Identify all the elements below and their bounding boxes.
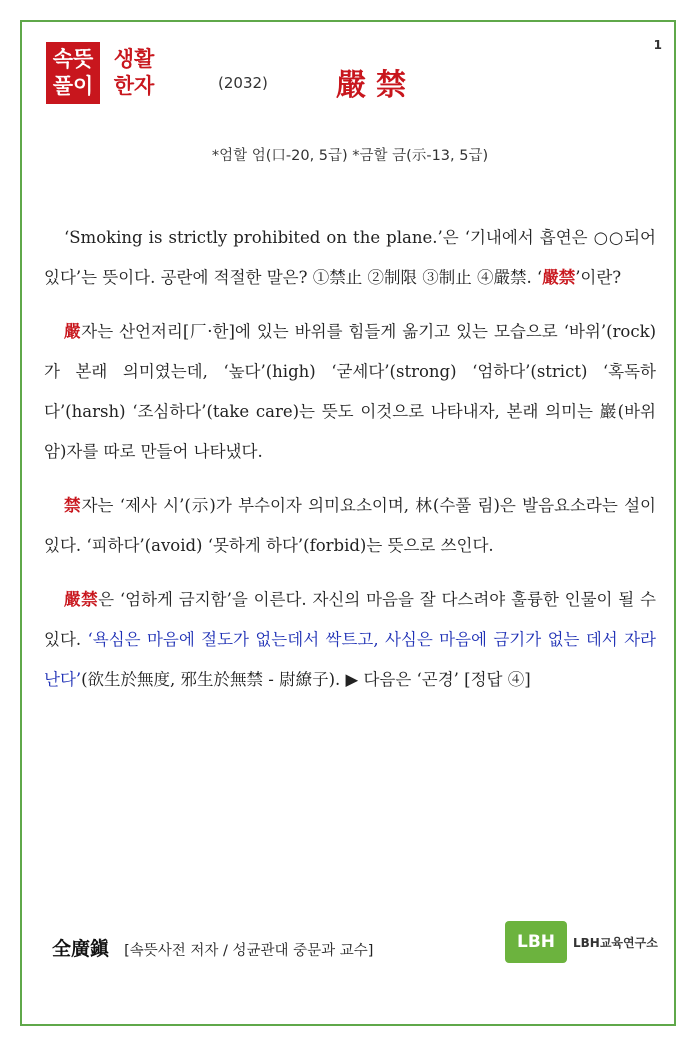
p2-highlight: 嚴: [64, 322, 82, 341]
logo: [46, 42, 168, 104]
page-title: 嚴禁: [336, 68, 416, 103]
p1-highlight: 嚴禁: [542, 268, 576, 287]
entry-number: (2032): [218, 74, 268, 92]
article-body: [44, 218, 656, 714]
author-line: [52, 934, 373, 961]
logo-text-block: [100, 42, 168, 104]
p4-text: 은 ‘엄하게 금지함’을 이른다. 자신의 마음을 잘 다스려야 훌륭한 인물이 될 수 있다.: [44, 590, 656, 649]
paragraph-4: [44, 580, 656, 700]
lbh-logo-icon: LBH: [505, 921, 567, 963]
logo-line4: 한자: [113, 74, 155, 98]
logo-red-block: [46, 42, 100, 104]
brand-logo: [505, 920, 658, 964]
paragraph-1: [44, 218, 656, 298]
author-role: [속뜻사전 저자 / 성균관대 중문과 교수]: [124, 943, 374, 959]
p3-text: 자는 ‘제사 시’(示)가 부수이자 의미요소이며, 林(수풀 림)은 발음요소라는 설이 있다. ‘피하다’(avoid) ‘못하게 하다’(forbid)는 뜻으로 쓰인다.: [44, 496, 656, 555]
logo-line1: 속뜻: [52, 47, 94, 71]
p4-highlight: 嚴禁: [64, 590, 99, 609]
p1-end: ’이란?: [575, 268, 622, 287]
paragraph-2: [44, 312, 656, 472]
author-name: 全廣鎭: [52, 938, 110, 960]
p3-highlight: 禁: [64, 496, 82, 515]
paragraph-3: [44, 486, 656, 566]
p2-text: 자는 산언저리[厂·한]에 있는 바위를 힘들게 옮기고 있는 모습으로 ‘바위’(rock)가 본래 의미였는데, ‘높다’(high) ‘굳세다’(strong) ‘엄하다’(strict) ‘혹독하다’(harsh) ‘조심하다’(take care)는 뜻도 이것으로 나타내자, 본래 의미는 巖(바위 암)자를 따로 만들어 나타냈다.: [44, 322, 657, 461]
brand-text: LBH교육연구소: [573, 935, 658, 950]
p4-end: (欲生於無度, 邪生於無禁 - 尉繚子). ▶ 다음은 ‘곤경’ [정답 ④]: [81, 670, 531, 689]
p1-text: ‘Smoking is strictly prohibited on the plane.’은 ‘기내에서 흡연은 ○○되어 있다’는 뜻이다. 공란에 적절한 말은? ①禁止 ②制限 ③制止 ④嚴禁. ‘: [44, 228, 656, 287]
p4-quote: ‘욕심은 마음에 절도가 없는데서 싹트고, 사심은 마음에 금기가 없는 데서 자라난다’: [44, 630, 656, 689]
logo-line3: 생활: [113, 47, 155, 71]
character-info: *엄할 엄(口-20, 5급) *금할 금(示-13, 5급): [211, 148, 489, 164]
logo-line2: 풀이: [52, 74, 94, 98]
page-number: 1: [653, 38, 662, 52]
